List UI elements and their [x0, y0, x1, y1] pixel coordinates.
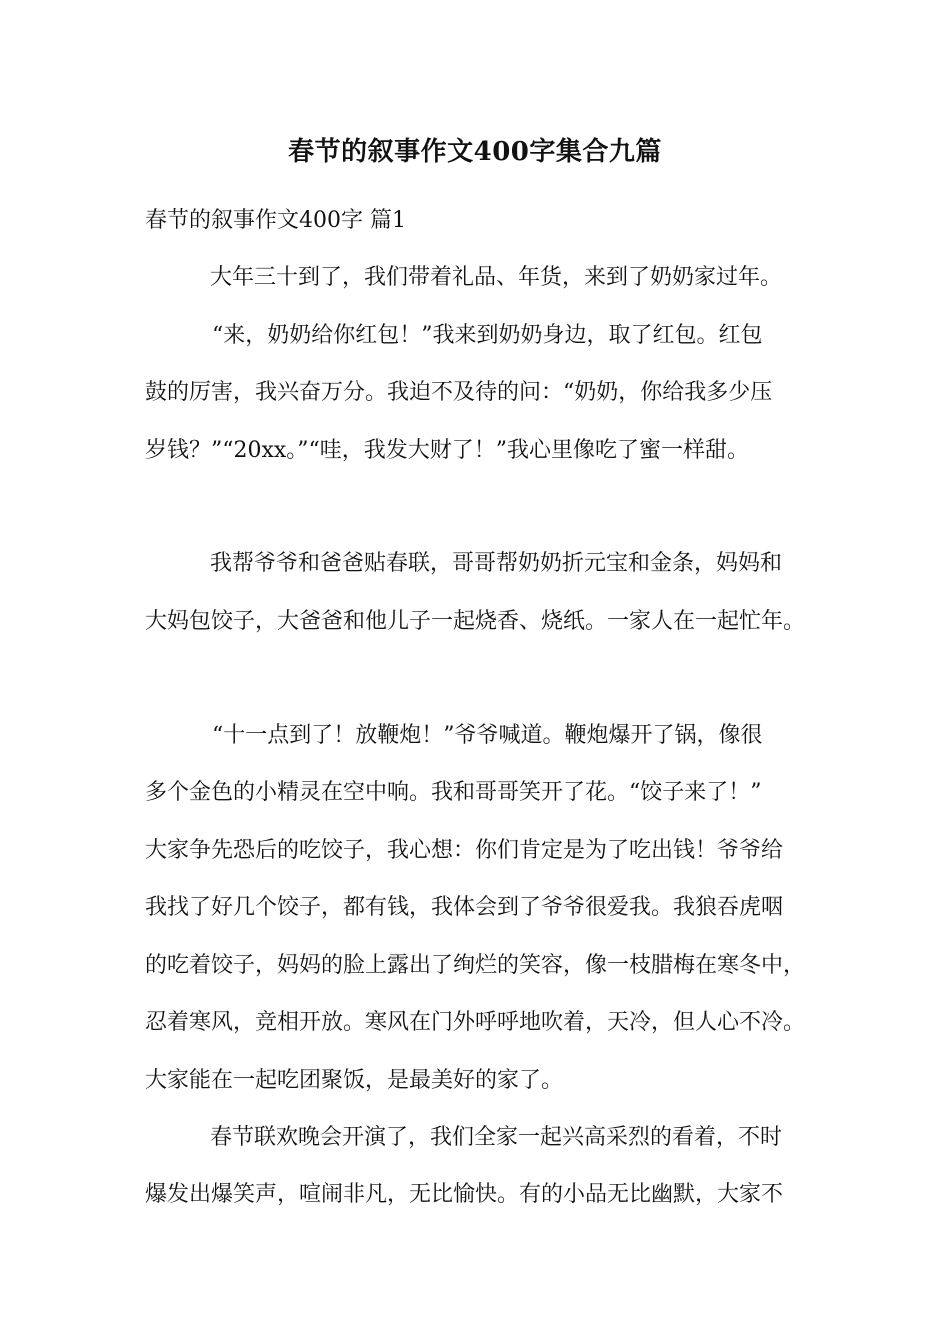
paragraph-line: 我帮爷爷和爸爸贴春联，哥哥帮奶奶折元宝和金条，妈妈和	[210, 551, 783, 576]
paragraph-line: 忍着寒风，竞相开放。寒风在门外呼呼地吹着，天冷，但人心不冷。	[145, 1010, 806, 1035]
document-title: 春节的叙事作文400字集合九篇	[288, 137, 662, 167]
paragraph-line: 爆发出爆笑声，喧闹非凡，无比愉快。有的小品无比幽默，大家不	[145, 1182, 784, 1207]
paragraph-line: 的吃着饺子，妈妈的脸上露出了绚烂的笑容，像一枝腊梅在寒冬中，	[145, 953, 806, 978]
section-heading: 春节的叙事作文400字 篇1	[145, 208, 406, 233]
paragraph-line: 岁钱？”“20xx。”“哇，我发大财了！”我心里像吃了蜜一样甜。	[145, 438, 750, 463]
paragraph-line: 大家争先恐后的吃饺子，我心想：你们肯定是为了吃出钱！爷爷给	[145, 838, 784, 863]
paragraph-line: 大妈包饺子，大爸爸和他儿子一起烧香、烧纸。一家人在一起忙年。	[145, 609, 806, 634]
paragraph-line: 我找了好几个饺子，都有钱，我体会到了爷爷很爱我。我狼吞虎咽	[145, 895, 784, 920]
paragraph-line: 大家能在一起吃团聚饭，是最美好的家了。	[145, 1068, 564, 1093]
paragraph-line: 春节联欢晚会开演了，我们全家一起兴高采烈的看着，不时	[210, 1125, 783, 1150]
paragraph-line: “来，奶奶给你红包！”我来到奶奶身边，取了红包。红包	[212, 323, 763, 348]
paragraph-line: “十一点到了！放鞭炮！”爷爷喊道。鞭炮爆开了锅，像很	[212, 723, 763, 748]
paragraph-line: 多个金色的小精灵在空中响。我和哥哥笑开了花。“饺子来了！”	[145, 780, 762, 805]
paragraph-line: 大年三十到了，我们带着礼品、年货，来到了奶奶家过年。	[210, 265, 783, 290]
paragraph-line: 鼓的厉害，我兴奋万分。我迫不及待的问：“奶奶，你给我多少压	[145, 380, 773, 405]
